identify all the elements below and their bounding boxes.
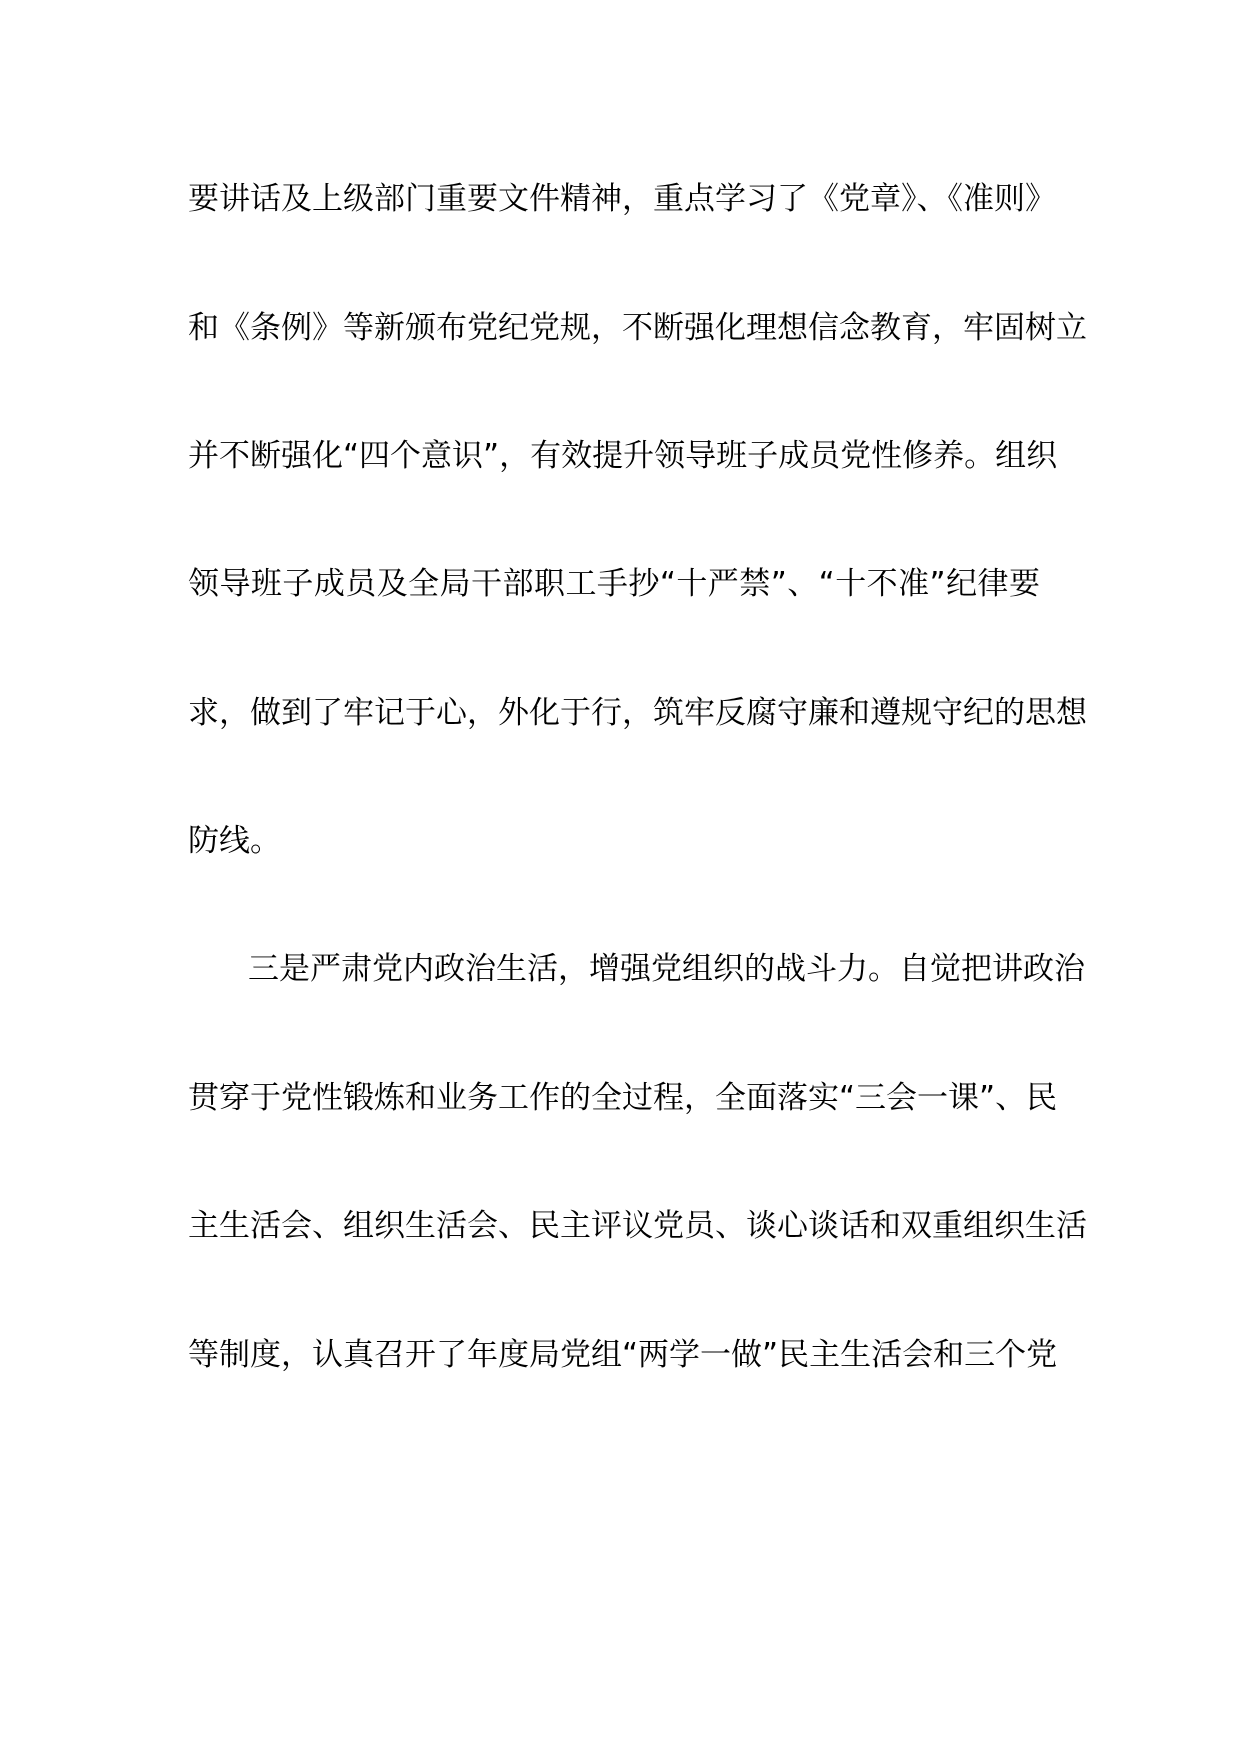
paragraph-first-line: 三是严肃党内政治生活，增强党组织的战斗力。自觉把讲政治	[248, 951, 1085, 987]
text-line: 和《条例》等新颁布党纪党规，不断强化理想信念教育，牢固树立	[188, 310, 1087, 346]
text-line: 领导班子成员及全局干部职工手抄“十严禁”、“十不准”纪律要	[188, 566, 1040, 602]
text-line: 并不断强化“四个意识”，有效提升领导班子成员党性修养。组织	[188, 438, 1058, 474]
text-line: 等制度，认真召开了年度局党组“两学一做”民主生活会和三个党	[188, 1337, 1058, 1373]
text-line: 要讲话及上级部门重要文件精神，重点学习了《党章》、《准则》	[188, 181, 1056, 217]
text-line: 主生活会、组织生活会、民主评议党员、谈心谈话和双重组织生活	[188, 1208, 1087, 1244]
text-line: 贯穿于党性锻炼和业务工作的全过程，全面落实“三会一课”、民	[188, 1080, 1058, 1116]
text-line: 求，做到了牢记于心，外化于行，筑牢反腐守廉和遵规守纪的思想	[188, 695, 1087, 731]
text-line: 防线。	[188, 823, 281, 859]
